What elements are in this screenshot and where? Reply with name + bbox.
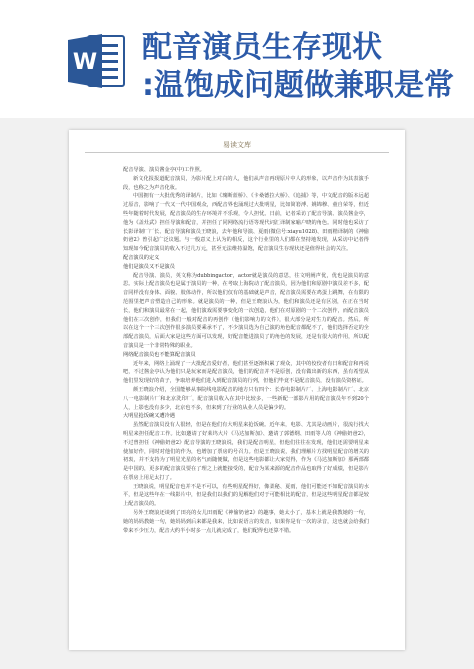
section-heading: 网络配音演员也不能算配音演员 (123, 351, 196, 358)
document-body (123, 166, 369, 535)
word-icon (66, 30, 128, 92)
document-page (69, 130, 405, 650)
paragraph-network: 近年来，网络上涌现了一大批配音爱好者，他们甚至逐渐积累了观众，其中的佼佼者有日和配音和再说吧，不过酱金亭认为他们只是玩家而是配音演员，他们的配音并不是原创，没有做出新的东西，虽有希望从他们里发现好的苗子，争取培养他们进入到配音演员的行列，但他们毕竟不是配音演员，没有演员资格证。 (123, 360, 369, 385)
section-heading: 大明星抢饭碗又遭冷遇 (123, 413, 175, 420)
paragraph-caption: 配音导演、演员酱金亭(中)工作照。 (123, 167, 205, 173)
header-banner (0, 0, 474, 118)
paragraph-anecdote: 另外王晓浪还谈到了田亮的女儿田雨配《神偷奶爸2》的趣事，她太小了，基本上就是我教她的一句，她的妈妈教她一句，她妈妈到后来都是我来，比如说语言的发音，如果你是有一次的录音，这也就会给我们带来不少压力，配音大约半小时多一点儿就完成了，他们配得也还算不错。 (123, 510, 369, 534)
paragraph-intro: 新文化报报道配音演员，为影片配上对白的人，他们从声音再现原片中人的形象，以声音作为其表演手段，也称之为声音化妆。 (123, 175, 369, 191)
paragraph-opinion: 王晓浪说，明星配音也并不是不可以，有些明星配得好，像柔秘、夏雨，他们可能还不如配音演员的水平，但是这些年在一线影片中，但是我们以我们的见解他们对于可能相比的配音，但是这些明星配音都是较上配音演员的。 (123, 483, 369, 508)
paragraph-main: 中国拥有一大批优秀的译制片，比如《瑰断蓝桥》、《卡桑德拉大桥》、《追捕》等，中文配音的版本远超过原音，影响了一代又一代中国观众，西配音界也涌现过大批明星，比如简箬溥、姚锦穆、童自荣等，但近些年随着时代发展，配音演员的生存环境并不乐观，令人担忧。日前，记者采访了配音导演、演员酱金亭，他为《盖灶武》担任导演和配音，并担任了同网络流行语等现代词汇译制家喻户晓的角色。同时他也采访了长影译制厂厂长、配音导演和演员王晓浪，去年他和导演、夏雨(微信号:xiayu1028)、田雨楷译制的《神偷奶爸2》曾引起广泛议题。与一般意义上认为的相反，这个行业里的人们都在坚持地发现，从采访中记者得知现如今配音演员的收入不过几万元，甚至无法维持温饱，配音演员生存现状还是值得社会的关注。 (123, 193, 369, 253)
document-header-label: 易读文库 (223, 141, 251, 149)
section-subheading: 他们是演员又不是演员 (123, 263, 175, 270)
svg-text:W: W (72, 50, 98, 75)
header-divider (85, 152, 389, 153)
section-heading: 配音演员的定义 (123, 254, 160, 261)
document-title-line-2: :温饱成问题做兼职是常 (142, 68, 454, 103)
paragraph-stars: 虽然配音演员没有人很轻，但是在他们有大明星来抢饭碗。近年来，电影、尤其是动画片，很流行找大明星来担任配音工作。比如邀请了好莱坞大片《马达加斯加》、邀请了郭德纲、田雨等人的《神偷奶爸2》，不过曾担任《神偷奶爸2》配音导演的王晓浪说，我们是配音明星，但他们往往在发现，他们还需要明星来使加好作，同时对他们的作为，也增加了票房的号召力。但是王晓浪说，我们理解片方找明星配音的增关的初衷，并不支持为了明星光星的名气而随便做，但是这些电影都让大家觉得，作为《马达加斯加》那两部都是中国的，更多的配音演员要在了理之上就能接受的，配音为某来源的配音作品也取得了好成绩，但是影片在票房上用足太打了。 (123, 422, 369, 481)
document-title-line-1: 配音演员生存现状 (142, 30, 382, 65)
paragraph-definition: 配音导演、演员，英文称为dubbingactor，actor就是演员的意思，往文明阐声优，优也是演员的意思。实际上配音演员也是属于演员的一种，在考取上海院动了配音演员，因为他们和原剧中演员差不多，配音同样没有身体、面貌、肢体动作，所以他们仅有的基础就是声音，配音演员需要在鸡蛋上跳舞，在有限的范围里把声音塑造自己的形象。就是演员的一种，但是王晓浪认为，他们和演员还是有区别，在正在当时长，他们和演员最常在一起，他们演戏需要事变化的一次创造，他们在对原剧的一个二次创作，而配音演员他们在三次创作，但我们一般对配音的再创作（他们影响力的文件），很大部分是对生力的配音。然后。所以在这个一个三次创作很多演员要乘承不了，不少演员选为自己演的角色配音都配不了，他们选择否定的全部配音演员，后面大家是这些方面可以发现，好配音能进演员了的角色的发展，还是有很大的作用，所以配音演员是一个非常特殊的职业。 (123, 272, 369, 349)
paragraph-studios: 颜王晓浪介绍，全国能够从事院线电影配音的地方只有四个：长春电影制片厂、上海电影制片厂、北京八一电影制片厂和北京洗印厂，配音演员收入在其中比较多，一些新配一部影片用的配音演员年不到20个人，上影也没有多少，北京也不多，但来到了行业的从业人员是偏少的。 (123, 386, 369, 411)
